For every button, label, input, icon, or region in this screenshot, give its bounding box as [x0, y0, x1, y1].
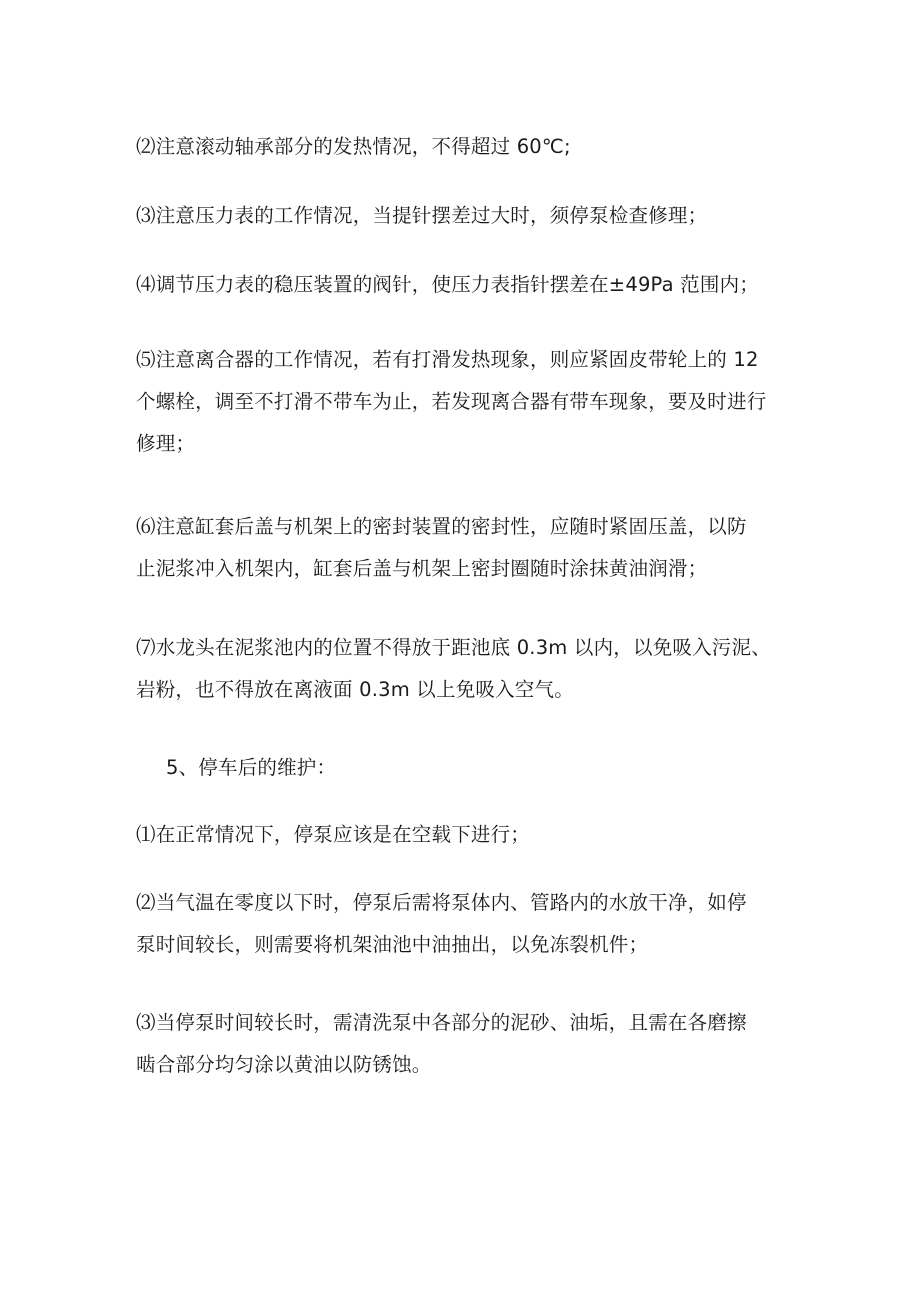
- paragraph-no-load-stop: [136, 814, 796, 856]
- text-line: ⑵当气温在零度以下时，停泵后需将泵体内、管路内的水放干净，如停: [136, 891, 747, 914]
- paragraph-pressure-adjust: [136, 264, 796, 306]
- text-line: ⑶当停泵时间较长时，需清洗泵中各部分的泥砂、油垢，且需在各磨擦: [136, 1011, 747, 1034]
- section-heading-after-stop: [166, 747, 826, 789]
- text-line: ⑷调节压力表的稳压装置的阀针，使压力表指针摆差在±49Pa 范围内；: [136, 273, 759, 296]
- paragraph-seal: [136, 506, 796, 590]
- text-line: 止泥浆冲入机架内，缸套后盖与机架上密封圈随时涂抹黄油润滑；: [136, 557, 708, 580]
- paragraph-bearing-heat: [136, 126, 796, 168]
- text-line: ⑵注意滚动轴承部分的发热情况，不得超过 60℃;: [136, 135, 571, 158]
- text-line: ⑶注意压力表的工作情况，当提针摆差过大时，须停泵检查修理；: [136, 204, 708, 227]
- paragraph-cleaning: [136, 1002, 796, 1086]
- text-line: 岩粉，也不得放在离液面 0.3m 以上免吸入空气。: [136, 678, 574, 701]
- paragraph-pressure-gauge: [136, 195, 796, 237]
- text-line: ⑺水龙头在泥浆池内的位置不得放于距池底 0.3m 以内，以免吸入污泥、: [136, 636, 771, 659]
- text-line: 个螺栓，调至不打滑不带车为止，若发现离合器有带车现象，要及时进行: [136, 390, 767, 413]
- paragraph-faucet: [136, 627, 796, 711]
- text-line: 泵时间较长，则需要将机架油池中油抽出，以免冻裂机件；: [136, 933, 649, 956]
- text-line: ⑴在正常情况下，停泵应该是在空载下进行；: [136, 823, 531, 846]
- text-line: 修理；: [136, 432, 196, 455]
- text-line: 啮合部分均匀涂以黄油以防锈蚀。: [136, 1053, 432, 1076]
- text-line: ⑸注意离合器的工作情况，若有打滑发热现象，则应紧固皮带轮上的 12: [136, 348, 759, 371]
- text-line: 5、停车后的维护：: [166, 756, 337, 779]
- paragraph-clutch: [136, 339, 796, 465]
- text-line: ⑹注意缸套后盖与机架上的密封装置的密封性，应随时紧固压盖，以防: [136, 515, 747, 538]
- paragraph-freezing: [136, 882, 796, 966]
